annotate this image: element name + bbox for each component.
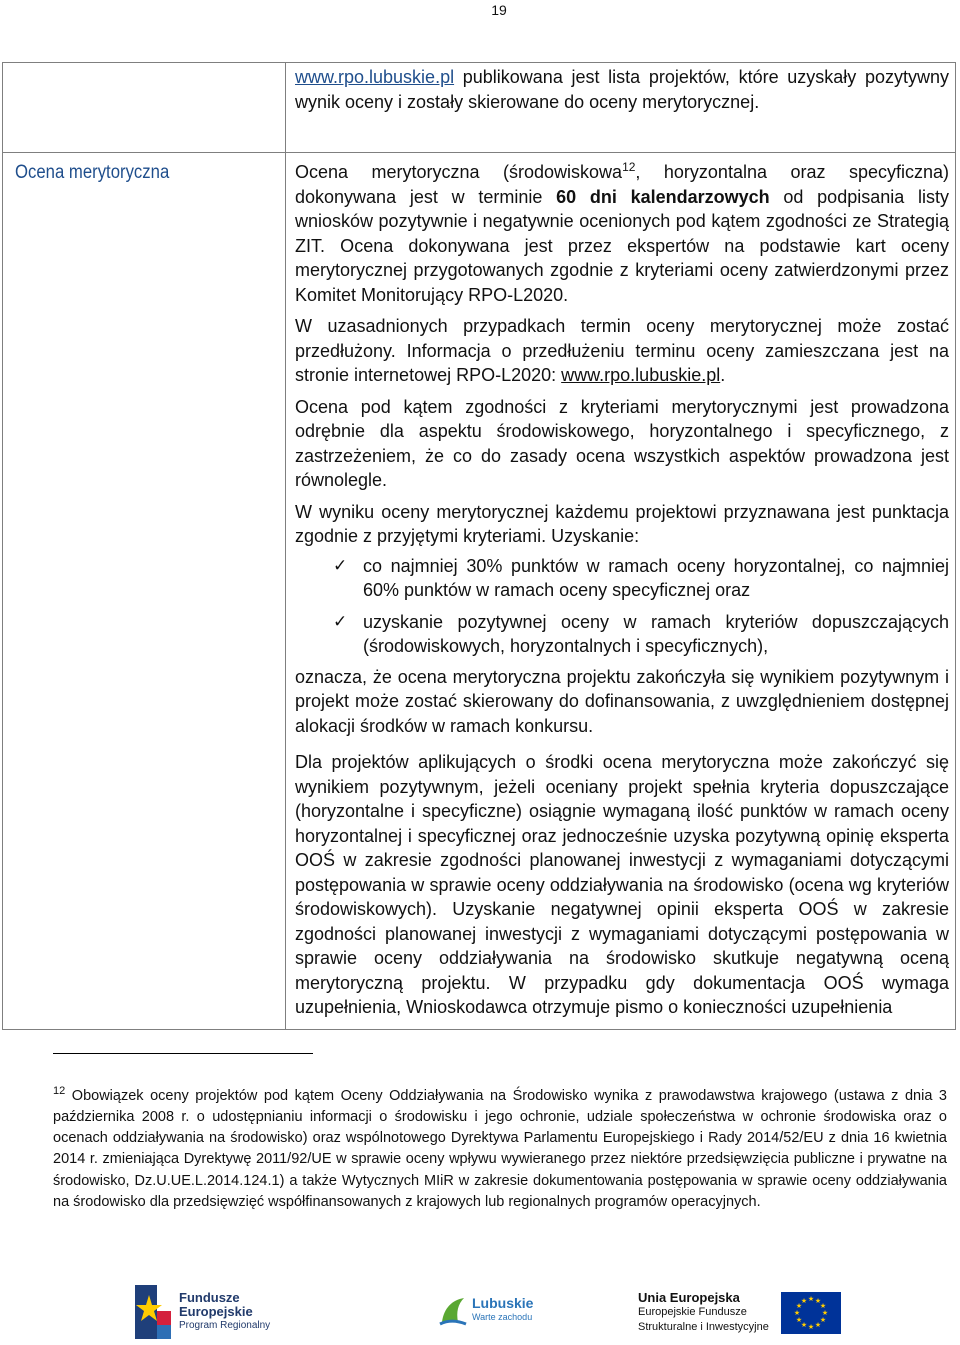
svg-text:★: ★: [800, 1296, 807, 1305]
svg-text:★: ★: [814, 1296, 821, 1305]
paragraph-4: W wyniku oceny merytorycznej każdemu projektowi przyznawana jest punktacja zgodnie z przyjętymi kryteriami. Uzyskanie:: [295, 501, 949, 546]
footnote-separator: [53, 1053, 313, 1054]
page-number: 19: [491, 2, 507, 18]
svg-text:★: ★: [814, 1320, 821, 1329]
svg-text:★: ★: [819, 1315, 826, 1324]
paragraph-6: Dla projektów aplikujących o środki ocena merytoryczna może zakończyć się wynikiem pozytywnym, jeżeli oceniany projekt spełnia kryteria dopuszczające (horyzontalne i specyficzne) osiągnie wymaganą ilość punktów w ramach oceny horyzontalnej i specyficznej oraz jednocześnie uzyska pozytywną opinię eksperta OOŚ w zakresie zgodności planowanej inwestycji z wymaganiami dotyczącymi postępowania w sprawie oceny oddziaływania na środowisko (ocena wg kryteriów środowiskowych). Uzyskanie negatywnej opinii eksperta OOŚ w zakresie zgodności planowanej inwestycji z wymaganiami dotyczącymi postępowania w sprawie oceny oddziaływania na środowisko skutkuje negatywną oceną merytoryczną projektu. W przypadku gdy dokumentacja OOŚ wymaga uzupełnienia, Wnioskodawca otrzymuje pismo o konieczności uzupełnienia: [295, 752, 949, 1017]
footnote: $^{12}$ Obowiązek oceny projektów pod kątem Oceny Oddziaływania na Środowisko wynika z prawodawstwa krajowego (ustawa z dnia 3 października 2008 r. o udostępnianiu informacji o środowisku i jego ochronie, udziale społeczeństwa w ochronie środowiska oraz o ocenach oddziaływania na środowisko) oraz wspólnotowego Dyrektywa Parlamentu Europejskiego i Rady 2014/52/EU z dnia 16 kwietnia 2014 r. zmieniająca Dyrektywę 2011/92/UE w sprawie oceny wpływu wywieranego przez niektóre przedsięwzięcia publiczne i prywatne na środowisko, Dz.U.UE.L.2014.124.1) a także Wytycznych MIiR w zakresie dokumentowania postępowania w sprawie oceny oddziaływania na środowisko dla przedsięwzięć współfinansowanych z krajowych lub regionalnych programów operacyjnych.: [53, 1085, 947, 1210]
column-divider: [285, 63, 286, 1029]
lubuskie-emblem-icon: [438, 1294, 468, 1326]
svg-text:★: ★: [821, 1308, 828, 1317]
row1-text: publikowana jest lista projektów, które uzyskały pozytywny wynik oceny i zostały skierowane do oceny merytorycznej.: [295, 67, 949, 112]
unia-europejska-logo: Unia Europejska Europejskie Fundusze Strukturalne i Inwestycyjne ★ ★ ★ ★ ★ ★ ★ ★ ★ ★ ★ ★: [638, 1290, 841, 1335]
paragraph-5: oznacza, że ocena merytoryczna projektu zakończyła się wynikiem pozytywnym i projekt może zostać skierowany do dofinansowania, z uwzględnieniem dostępnej alokacji środków w ramach konkursu.: [295, 666, 949, 736]
checklist-item: ✓ co najmniej 30% punktów w ramach oceny horyzontalnej, co najmniej 60% punktów w ramach oceny specyficznej oraz: [333, 554, 949, 603]
svg-text:★: ★: [819, 1301, 826, 1310]
row-divider: [3, 152, 955, 153]
row-label-merit-evaluation: Ocena merytoryczna: [15, 162, 170, 183]
svg-text:★: ★: [800, 1320, 807, 1329]
check-icon: ✓: [333, 611, 348, 632]
footer-logos: [0, 1280, 960, 1340]
svg-text:★: ★: [795, 1301, 802, 1310]
checklist-item: ✓ uzyskanie pozytywnej oceny w ramach kryteriów dopuszczających (środowiskowych, horyzontalnych i specyficznych),: [333, 610, 949, 659]
paragraph-3: Ocena pod kątem zgodności z kryteriami merytorycznymi jest prowadzona odrębnie dla aspektu środowiskowego, horyzontalnego i specyficznego, z zastrzeżeniem, że co do zasady ocena wszystkich aspektów prowadzona jest równolegle.: [295, 396, 949, 490]
row2-content: [295, 160, 949, 1020]
paragraph-2: W uzasadnionych przypadkach termin oceny merytorycznej może zostać przedłużony. Informacja o przedłużeniu terminu oceny zamieszczana jest na stronie internetowej RPO-L2020: www.rpo.lubuskie.pl.: [295, 316, 949, 385]
svg-text:★: ★: [793, 1308, 800, 1317]
row1-content: [295, 65, 949, 114]
svg-text:★: ★: [795, 1315, 802, 1324]
rpo-link-2[interactable]: www.rpo.lubuskie.pl: [561, 365, 721, 385]
rpo-link[interactable]: www.rpo.lubuskie.pl: [295, 67, 455, 87]
svg-text:★: ★: [807, 1294, 814, 1303]
check-icon: ✓: [333, 555, 348, 576]
paragraph-1: Ocena merytoryczna (środowiskowa$^{12}$, horyzontalna oraz specyficzna) dokonywana jest w terminie 60 dni kalendarzowych od podpisania listy wniosków pozytywnie i negatywnie ocenionych pod kątem zgodności ze Strategią ZIT. Ocena dokonywana jest przez ekspertów na podstawie kart oceny merytorycznej przygotowanych zgodnie z kryteriami oceny zatwierdzonymi przez Komitet Monitorujący RPO-L2020.: [295, 160, 949, 305]
footnote-ref[interactable]: 12: [622, 160, 636, 174]
svg-text:★: ★: [807, 1322, 814, 1331]
criteria-table: [2, 62, 956, 1030]
fe-star-icon: [135, 1285, 171, 1339]
fundusze-europejskie-logo: Fundusze Europejskie Program Regionalny: [135, 1285, 270, 1339]
lubuskie-logo: Lubuskie Warte zachodu: [438, 1294, 533, 1326]
eu-flag-icon: [781, 1292, 841, 1334]
